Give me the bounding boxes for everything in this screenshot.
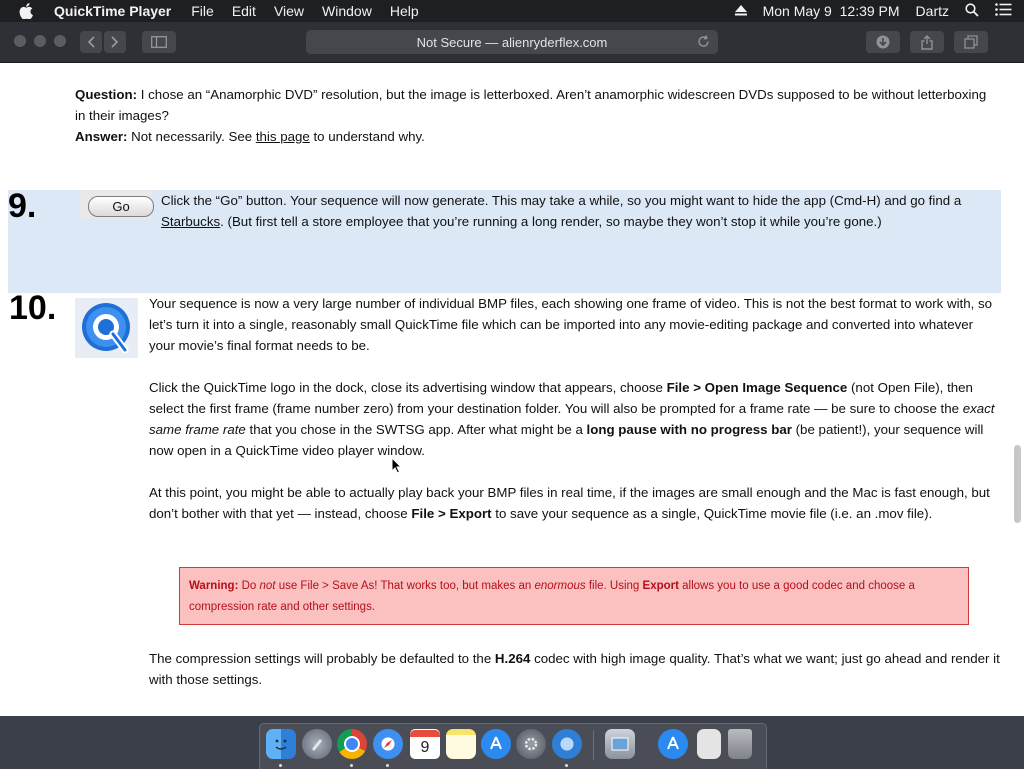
- page-content: [0, 63, 1024, 716]
- go-button-image: [80, 190, 152, 219]
- step-9-text-pre: Click the “Go” button. Your sequence will now generate. This may take a while, so you might want to hide the app (Cmd-H) and go find a: [161, 193, 962, 208]
- eject-icon[interactable]: [735, 3, 747, 19]
- finder-running-indicator: [279, 764, 282, 767]
- this-page-link[interactable]: this page: [255, 129, 310, 144]
- question-text: I chose an “Anamorphic DVD” resolution, but the image is letterboxed. Aren’t anamorphic widescreen DVDs supposed to be without letterboxing in their images?: [75, 87, 987, 123]
- dock-separator: [593, 730, 594, 760]
- chevron-right-icon: [111, 36, 119, 48]
- menu-edit[interactable]: Edit: [231, 3, 256, 19]
- p2-bold-open-image-sequence: File > Open Image Sequence: [666, 380, 848, 395]
- app-store-icon[interactable]: [481, 729, 511, 759]
- p2-text-e: that you chose in the SWTSG app. After what might be a: [245, 422, 587, 437]
- user-name[interactable]: Dartz: [915, 3, 949, 19]
- apple-menu-icon[interactable]: [19, 3, 37, 19]
- menu-bar: [0, 0, 1024, 22]
- chrome-running-indicator: [350, 764, 353, 767]
- faq-block: [75, 84, 995, 147]
- warning-label: Warning:: [189, 580, 239, 592]
- window-close-button[interactable]: [14, 35, 26, 47]
- reload-icon[interactable]: [697, 35, 710, 48]
- app-store-alt-icon[interactable]: [658, 729, 688, 759]
- window-minimize-button[interactable]: [34, 35, 46, 47]
- p2-bold-long-pause: long pause with no progress bar: [586, 422, 792, 437]
- p4-bold-h264: H.264: [494, 651, 531, 666]
- window-zoom-button[interactable]: [54, 35, 66, 47]
- show-tabs-button[interactable]: [954, 31, 988, 53]
- step-number-9: 9.: [8, 187, 37, 225]
- p2-text-c: (not Open File), then select the first frame (frame number zero) from your destination folder. You will also be prompted for a frame rate — be sure to choose the: [149, 380, 973, 416]
- downloads-button[interactable]: [866, 31, 900, 53]
- app-name-menu[interactable]: QuickTime Player: [54, 3, 172, 19]
- vertical-scrollbar[interactable]: [1014, 445, 1021, 523]
- quicktime-icon[interactable]: [552, 729, 582, 759]
- step-10-paragraph-3: [149, 482, 1001, 524]
- p2-text-g: (be patient!), your sequence will now open in a QuickTime video player window.: [149, 422, 984, 458]
- menu-view[interactable]: View: [273, 3, 305, 19]
- warn-italic-not: not: [259, 580, 276, 592]
- quicktime-running-indicator: [565, 764, 568, 767]
- step-10-paragraph-1: Your sequence is now a very large number of individual BMP files, each showing one frame of video. This is not the best format to work with, so let’s turn it into a single, reasonably small QuickTime file which can be imported into any movie-editing package and converted into whatever your movie’s final format needs to be.: [149, 296, 993, 353]
- question-label: Question:: [75, 87, 138, 102]
- menu-file[interactable]: File: [191, 3, 214, 19]
- notes-icon[interactable]: [446, 729, 476, 759]
- system-preferences-icon[interactable]: [516, 729, 546, 759]
- warn-text-b: Do: [238, 580, 260, 592]
- chrome-icon[interactable]: [337, 729, 367, 759]
- back-button[interactable]: [80, 31, 102, 53]
- safari-running-indicator: [386, 764, 389, 767]
- calendar-day: 9: [420, 738, 430, 756]
- p2-italic-frame-rate: exact same frame rate: [149, 401, 995, 437]
- calendar-icon[interactable]: [410, 729, 440, 759]
- step-10-paragraph-4: [149, 648, 1001, 690]
- answer-text-post: to understand why.: [309, 129, 425, 144]
- safari-window: [0, 22, 1024, 716]
- clock-datetime[interactable]: Mon May 9 12:39 PM: [762, 3, 900, 19]
- menu-help[interactable]: Help: [389, 3, 419, 19]
- preview-icon[interactable]: [605, 729, 635, 759]
- menu-window[interactable]: Window: [322, 3, 372, 19]
- step-9-section: [8, 187, 1001, 293]
- mouse-cursor-icon: [391, 457, 402, 474]
- warn-text-d: use File > Save As! That works too, but makes an: [275, 580, 535, 592]
- p4-text-c: codec with high image quality. That’s what we want; just go ahead and render it with those settings.: [149, 651, 1000, 687]
- forward-button[interactable]: [104, 31, 126, 53]
- warn-bold-export: Export: [642, 580, 679, 592]
- download-icon: [876, 35, 890, 49]
- share-icon: [921, 35, 933, 50]
- step-number-10: 10.: [9, 289, 57, 327]
- warn-italic-enormous: enormous: [534, 580, 586, 592]
- p2-text-a: Click the QuickTime logo in the dock, close its advertising window that appears, choose: [149, 380, 667, 395]
- sidebar-toggle-button[interactable]: [142, 31, 176, 53]
- p3-text-a: At this point, you might be able to actually play back your BMP files in real time, if the images are small enough and the Mac is fast enough, but don’t bother with that yet — instead, choose: [149, 485, 990, 521]
- documents-icon[interactable]: [697, 729, 721, 759]
- p3-bold-file-export: File > Export: [411, 506, 492, 521]
- warning-box: [179, 567, 969, 625]
- warn-text-h: allows you to use a good codec and choose a compression rate and other settings.: [189, 580, 915, 613]
- step-9-text-post: . (But first tell a store employee that you’re running a long render, so maybe they won’t stop it while you’re gone.): [220, 214, 882, 229]
- step-9-text: [161, 190, 1001, 232]
- share-button[interactable]: [910, 31, 944, 53]
- tabs-overview-icon: [964, 35, 978, 49]
- go-button[interactable]: Go: [88, 196, 154, 217]
- p4-text-a: The compression settings will probably be defaulted to the: [149, 651, 495, 666]
- p3-text-c: to save your sequence as a single, QuickTime movie file (i.e. an .mov file).: [491, 506, 933, 521]
- quicktime-logo-icon: [75, 298, 138, 358]
- address-text: Not Secure — alienryderflex.com: [416, 34, 608, 50]
- notification-center-icon[interactable]: [995, 3, 1012, 19]
- sidebar-icon: [151, 36, 167, 48]
- browser-toolbar: [0, 22, 1024, 63]
- finder-icon[interactable]: [266, 729, 296, 759]
- chevron-left-icon: [87, 36, 95, 48]
- launchpad-icon[interactable]: [302, 729, 332, 759]
- trash-icon[interactable]: [728, 729, 752, 759]
- starbucks-link[interactable]: Starbucks: [161, 214, 221, 229]
- address-bar[interactable]: [306, 30, 718, 54]
- spotlight-search-icon[interactable]: [965, 3, 979, 20]
- safari-icon[interactable]: [373, 729, 403, 759]
- answer-text-pre: Not necessarily. See: [127, 129, 256, 144]
- step-10-paragraph-2: [149, 377, 1001, 461]
- warn-text-f: file. Using: [585, 580, 643, 592]
- answer-label: Answer:: [75, 129, 128, 144]
- dock: [259, 723, 767, 769]
